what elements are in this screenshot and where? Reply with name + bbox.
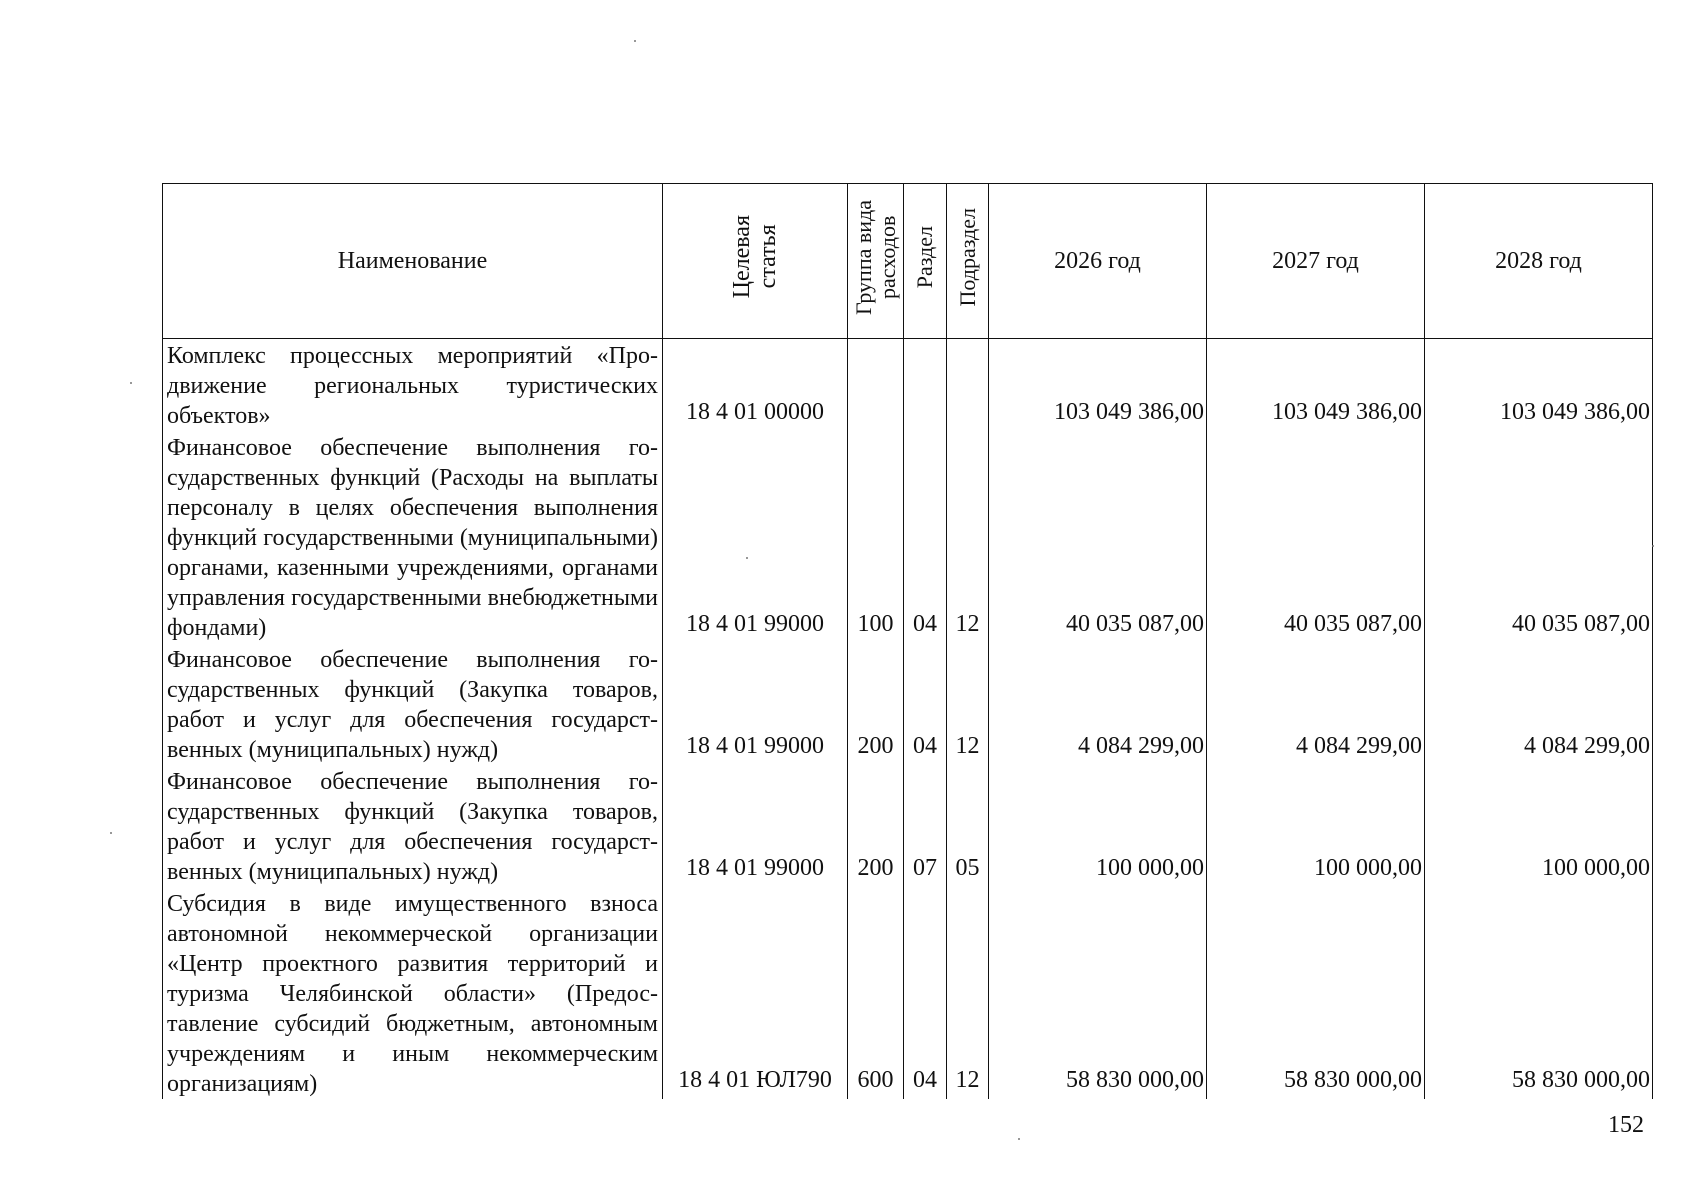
table-row	[163, 887, 1653, 1099]
row-target-article: 18 4 01 00000	[663, 339, 848, 432]
row-name: Финансовое обеспечение выполнения государственных функций (Закупка товаров, работ и услуг для обеспечения государственных (муниципальных) нужд)	[163, 643, 663, 765]
page-number: 152	[1608, 1112, 1644, 1138]
row-amount-2028: 40 035 087,00	[1425, 431, 1653, 643]
row-subsection: 12	[947, 887, 989, 1099]
row-amount-2027: 40 035 087,00	[1207, 431, 1425, 643]
row-target-article: 18 4 01 ЮЛ790	[663, 887, 848, 1099]
row-amount-2026: 100 000,00	[989, 765, 1207, 887]
header-year-2026: 2026 год	[989, 184, 1207, 339]
row-section	[904, 339, 947, 432]
row-expense-group	[848, 339, 904, 432]
scan-speck	[1018, 1138, 1020, 1140]
row-amount-2028: 4 084 299,00	[1425, 643, 1653, 765]
row-subsection: 05	[947, 765, 989, 887]
scan-speck	[130, 382, 132, 384]
row-amount-2027: 100 000,00	[1207, 765, 1425, 887]
row-section: 07	[904, 765, 947, 887]
row-amount-2026: 4 084 299,00	[989, 643, 1207, 765]
row-section: 04	[904, 643, 947, 765]
row-amount-2026: 103 049 386,00	[989, 339, 1207, 432]
row-target-article: 18 4 01 99000	[663, 765, 848, 887]
row-name: Финансовое обеспечение выполнения государственных функций (Расходы на выплаты персоналу в целях обеспечения выполнения функций государственными (муниципальными) органами, казенными учреждениями, органами управления государственными внебюджетными фондами)	[163, 431, 663, 643]
header-target-article: Целевая статья	[663, 184, 848, 339]
row-amount-2027: 58 830 000,00	[1207, 887, 1425, 1099]
row-amount-2027: 4 084 299,00	[1207, 643, 1425, 765]
row-amount-2028: 103 049 386,00	[1425, 339, 1653, 432]
row-amount-2028: 58 830 000,00	[1425, 887, 1653, 1099]
header-name: Наименование	[163, 184, 663, 339]
table-row	[163, 643, 1653, 765]
row-expense-group: 100	[848, 431, 904, 643]
row-name: Комплекс процессных мероприятий «Продвижение региональных туристических объектов»	[163, 339, 663, 432]
table-row	[163, 339, 1653, 432]
table-row	[163, 765, 1653, 887]
row-expense-group: 200	[848, 765, 904, 887]
header-year-2028: 2028 год	[1425, 184, 1653, 339]
header-expense-group: Группа вида расходов	[848, 184, 904, 339]
row-name: Финансовое обеспечение выполнения государственных функций (Закупка товаров, работ и услуг для обеспечения государственных (муниципальных) нужд)	[163, 765, 663, 887]
table-row	[163, 431, 1653, 643]
row-amount-2026: 40 035 087,00	[989, 431, 1207, 643]
row-name: Субсидия в виде имущественного взноса автономной некоммерческой организации «Центр проектного развития территорий и туризма Челябинской области» (Предоставление субсидий бюджетным, автономным учреждениям и иным некоммерческим организациям)	[163, 887, 663, 1099]
scan-speck	[634, 40, 636, 42]
row-target-article: 18 4 01 99000	[663, 431, 848, 643]
table-header-row	[163, 184, 1653, 339]
scan-speck	[746, 557, 748, 559]
row-subsection: 12	[947, 431, 989, 643]
budget-table	[162, 183, 1653, 1099]
row-section: 04	[904, 431, 947, 643]
row-amount-2026: 58 830 000,00	[989, 887, 1207, 1099]
header-year-2027: 2027 год	[1207, 184, 1425, 339]
row-subsection: 12	[947, 643, 989, 765]
scan-speck	[1652, 545, 1654, 547]
row-expense-group: 200	[848, 643, 904, 765]
row-section: 04	[904, 887, 947, 1099]
header-subsection: Подраздел	[947, 184, 989, 339]
row-subsection	[947, 339, 989, 432]
scan-speck	[110, 832, 112, 834]
row-amount-2027: 103 049 386,00	[1207, 339, 1425, 432]
header-section: Раздел	[904, 184, 947, 339]
row-target-article: 18 4 01 99000	[663, 643, 848, 765]
row-expense-group: 600	[848, 887, 904, 1099]
row-amount-2028: 100 000,00	[1425, 765, 1653, 887]
